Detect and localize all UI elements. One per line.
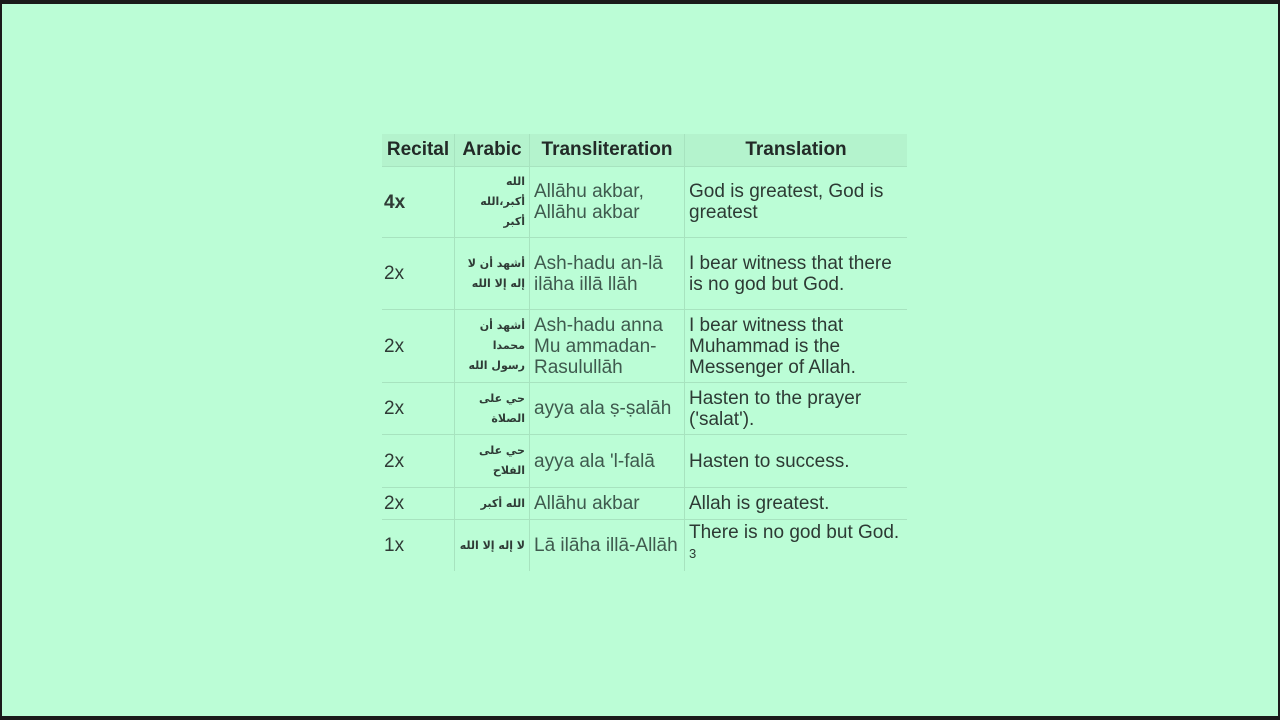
recital-count: 2x	[382, 238, 455, 310]
arabic-text: الله أكبر	[455, 488, 530, 520]
translation-text: I bear witness that there is no god but God.	[685, 238, 908, 310]
table-row	[382, 238, 907, 310]
translation-text: Allah is greatest.	[685, 488, 908, 520]
transliteration-text: Ash-hadu an-lā ilāha illā llāh	[530, 238, 685, 310]
translation-text-content: There is no god but God.	[689, 522, 900, 543]
footnote-ref[interactable]: 3	[689, 546, 697, 561]
slide-background	[2, 4, 1278, 716]
table-row	[382, 310, 907, 383]
header-arabic: Arabic	[455, 134, 530, 167]
translation-text: I bear witness that Muhammad is the Messenger of Allah.	[685, 310, 908, 383]
recital-count: 2x	[382, 435, 455, 488]
transliteration-text: Ash-hadu anna Mu ammadan-Rasulullāh	[530, 310, 685, 383]
arabic-text: حي على الصلاة	[455, 383, 530, 435]
translation-text: Hasten to success.	[685, 435, 908, 488]
transliteration-text: Allāhu akbar, Allāhu akbar	[530, 167, 685, 238]
table-row	[382, 520, 907, 572]
arabic-text: الله أكبر،الله أكبر	[455, 167, 530, 238]
translation-text: Hasten to the prayer ('salat').	[685, 383, 908, 435]
transliteration-text: ayya ala ṣ-ṣalāh	[530, 383, 685, 435]
table-row	[382, 383, 907, 435]
translation-text	[685, 520, 908, 572]
table-row	[382, 488, 907, 520]
arabic-text: لا إله إلا الله	[455, 520, 530, 572]
transliteration-text: ayya ala 'l-falā	[530, 435, 685, 488]
arabic-text: حي على الفلاح	[455, 435, 530, 488]
recital-count: 2x	[382, 488, 455, 520]
table-row	[382, 435, 907, 488]
recital-count: 1x	[382, 520, 455, 572]
table-header-row	[382, 134, 907, 167]
recital-count: 4x	[382, 167, 455, 238]
recital-count: 2x	[382, 383, 455, 435]
adhan-table	[382, 134, 907, 571]
translation-text: God is greatest, God is greatest	[685, 167, 908, 238]
arabic-text: أشهد أن لا إله إلا الله	[455, 238, 530, 310]
recital-count: 2x	[382, 310, 455, 383]
table-row	[382, 167, 907, 238]
arabic-text: أشهد أن محمدا رسول الله	[455, 310, 530, 383]
header-translation: Translation	[685, 134, 908, 167]
header-recital: Recital	[382, 134, 455, 167]
transliteration-text: Allāhu akbar	[530, 488, 685, 520]
header-transliteration: Transliteration	[530, 134, 685, 167]
transliteration-text: Lā ilāha illā-Allāh	[530, 520, 685, 572]
